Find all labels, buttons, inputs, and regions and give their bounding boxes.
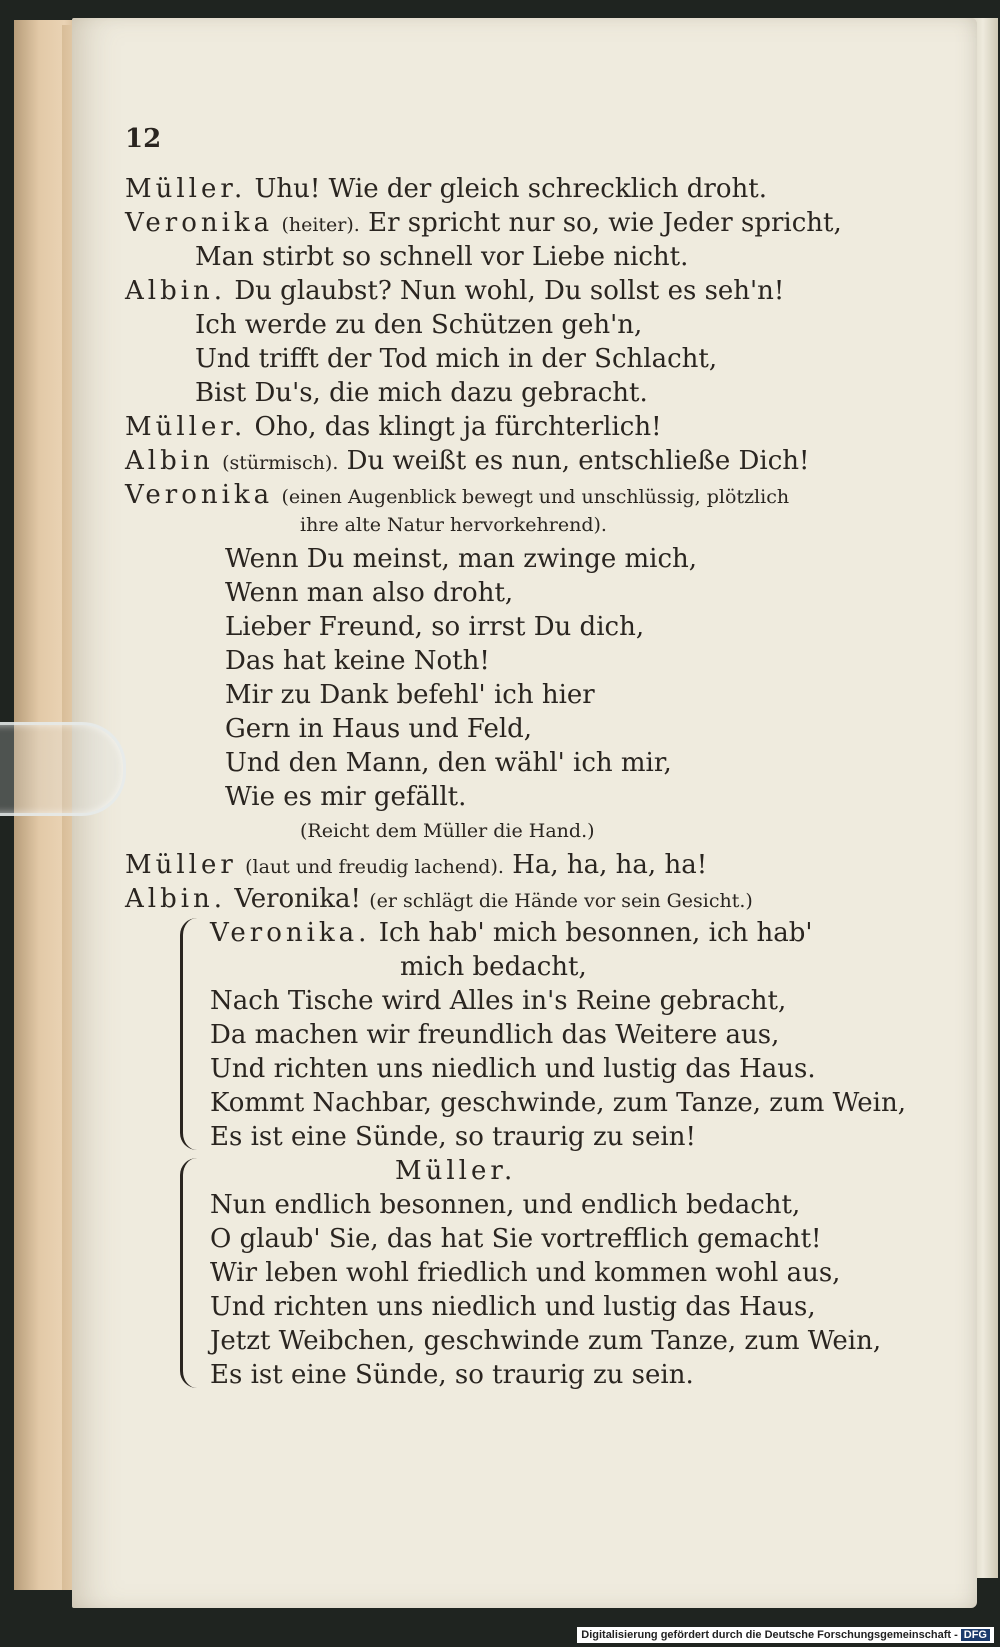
line-text: Man stirbt so schnell vor Liebe nicht.: [195, 242, 689, 272]
song-line: Jetzt Weibchen, geschwinde zum Tanze, zum Wein,: [210, 1326, 882, 1356]
dfg-logo: DFG: [961, 1629, 990, 1641]
line-text: Ich werde zu den Schützen geh'n,: [195, 310, 643, 340]
text-line: [125, 444, 845, 478]
song-line: O glaub' Sie, das hat Sie vortrefflich gemacht!: [210, 1224, 822, 1254]
verse-line: Wenn Du meinst, man zwinge mich,: [225, 544, 698, 574]
brace: [180, 918, 197, 1150]
muller-song: [125, 1154, 882, 1392]
verse-line: Wie es mir gefällt.: [225, 782, 467, 812]
stage-direction: (heiter).: [281, 214, 360, 236]
text-line: [125, 240, 845, 274]
text-line-cont: mich bedacht,: [400, 952, 587, 982]
page-number: 12: [125, 124, 162, 154]
stage-direction-cont: ihre alte Natur hervorkehrend).: [300, 514, 607, 536]
song-line: Nach Tische wird Alles in's Reine gebracht,: [210, 986, 787, 1016]
line-text: Ich hab' mich besonnen, ich hab': [378, 918, 813, 948]
song-line: Es ist eine Sünde, so traurig zu sein!: [210, 1122, 696, 1152]
speaker: Albin: [125, 446, 214, 476]
text-line: [125, 206, 845, 240]
text-line: [210, 916, 845, 950]
text-line: [125, 410, 845, 444]
speaker: Albin.: [125, 884, 227, 914]
brace: [180, 1158, 197, 1388]
stage-direction: (Reicht dem Müller die Hand.): [300, 820, 595, 842]
stage-direction: (einen Augenblick bewegt und unschlüssig, plötzlich: [281, 486, 790, 508]
line-text: Oho, das klingt ja fürchterlich!: [254, 412, 662, 442]
text-line: [125, 342, 845, 376]
line-text: Bist Du's, die mich dazu gebracht.: [195, 378, 648, 408]
speaker: Müller.: [125, 174, 247, 204]
song-line: Nun endlich besonnen, und endlich bedacht,: [210, 1190, 801, 1220]
stage-direction: (er schlägt die Hände vor sein Gesicht.): [369, 890, 753, 912]
text-line: [125, 308, 845, 342]
page-text: [125, 172, 906, 1392]
song-line: Kommt Nachbar, geschwinde, zum Tanze, zum Wein,: [210, 1088, 906, 1118]
verse-line: Wenn man also droht,: [225, 578, 514, 608]
stage-direction: (stürmisch).: [222, 452, 339, 474]
verse-line: Und den Mann, den wähl' ich mir,: [225, 748, 672, 778]
verse-line: Gern in Haus und Feld,: [225, 714, 533, 744]
text-line: [125, 478, 845, 512]
footer-credit: [577, 1627, 994, 1643]
speaker: Müller: [125, 850, 237, 880]
speaker: Veronika: [125, 208, 274, 238]
line-text: Du weißt es nun, entschließe Dich!: [346, 446, 810, 476]
speaker: Müller.: [125, 412, 247, 442]
song-line: Wir leben wohl friedlich und kommen wohl aus,: [210, 1258, 841, 1288]
line-text: Und trifft der Tod mich in der Schlacht,: [195, 344, 718, 374]
verse-line: Mir zu Dank befehl' ich hier: [225, 680, 595, 710]
line-text: Ha, ha, ha, ha!: [512, 850, 708, 880]
song-line: Und richten uns niedlich und lustig das Haus,: [210, 1292, 816, 1322]
song-line: Und richten uns niedlich und lustig das Haus.: [210, 1054, 816, 1084]
song-line: Da machen wir freundlich das Weitere aus,: [210, 1020, 780, 1050]
text-line: [125, 274, 845, 308]
footer-text: Digitalisierung gefördert durch die Deutsche Forschungsgemeinschaft -: [581, 1629, 958, 1641]
speaker: Müller.: [395, 1156, 517, 1186]
speaker: Veronika: [125, 480, 274, 510]
text-line: [125, 882, 845, 916]
veronika-song: [125, 916, 906, 1154]
line-text: Veronika!: [234, 884, 361, 914]
line-text: Uhu! Wie der gleich schrecklich droht.: [254, 174, 767, 204]
verse-line: Lieber Freund, so irrst Du dich,: [225, 612, 645, 642]
text-line: [125, 848, 845, 882]
text-line: [125, 376, 845, 410]
speaker: Veronika.: [210, 918, 371, 948]
line-text: Er spricht nur so, wie Jeder spricht,: [368, 208, 842, 238]
text-line: [125, 172, 845, 206]
song-line: Es ist eine Sünde, so traurig zu sein.: [210, 1360, 694, 1390]
page-clip: [0, 722, 126, 816]
speaker: Albin.: [125, 276, 227, 306]
line-text: Du glaubst? Nun wohl, Du sollst es seh'n!: [234, 276, 785, 306]
verse-line: Das hat keine Noth!: [225, 646, 490, 676]
stage-direction: (laut und freudig lachend).: [245, 856, 504, 878]
